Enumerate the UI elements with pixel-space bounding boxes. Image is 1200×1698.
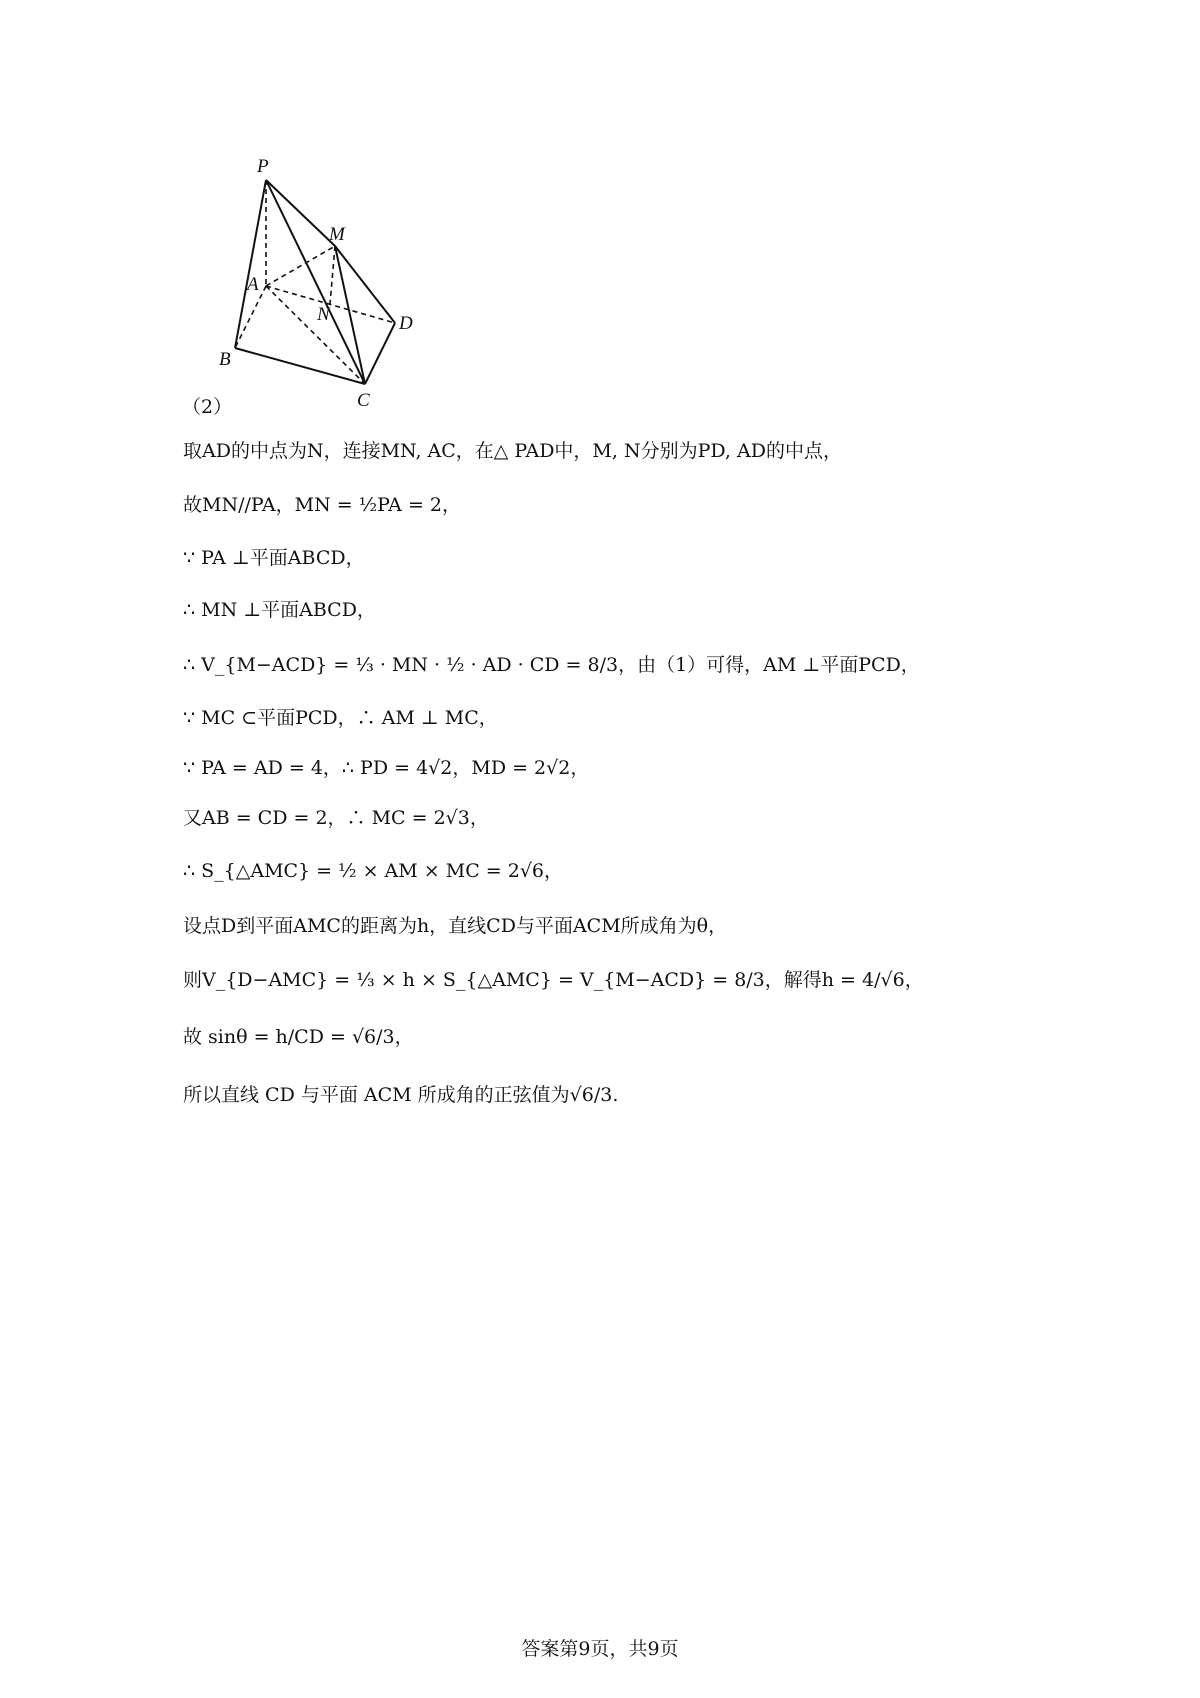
label-M: M	[329, 224, 345, 245]
label-D: D	[399, 313, 413, 334]
edge-PM	[266, 180, 335, 246]
solution-line-8: 又AB = CD = 2，∴ MC = 2√3，	[183, 807, 489, 829]
solution-line-10: 设点D到平面AMC的距离为h，直线CD与平面ACM所成角为θ，	[183, 915, 728, 937]
edge-DC	[365, 323, 395, 384]
solution-line-7: ∵ PA = AD = 4，∴ PD = 4√2，MD = 2√2，	[183, 757, 590, 779]
label-P: P	[257, 156, 269, 177]
pyramid-diagram	[219, 148, 475, 418]
label-B: B	[219, 349, 231, 370]
solution-line-11: 则V_{D−AMC} = ⅓ × h × S_{△AMC} = V_{M−ACD} = 8/3，解得h = 4/√6，	[183, 969, 924, 991]
part-label: （2）	[182, 396, 233, 418]
edge-AB	[235, 286, 266, 348]
solution-line-2: 故MN//PA，MN = ½PA = 2，	[183, 494, 461, 516]
solution-line-5: ∴ V_{M−ACD} = ⅓ · MN · ½ · AD · CD = 8/3，由（1）可得，AM ⊥平面PCD，	[183, 654, 920, 676]
label-C: C	[357, 390, 370, 411]
edge-PB	[235, 180, 266, 348]
label-A: A	[247, 274, 259, 295]
solution-line-3: ∵ PA ⊥平面ABCD，	[183, 547, 365, 569]
solution-line-13: 所以直线 CD 与平面 ACM 所成角的正弦值为√6/3.	[183, 1084, 619, 1106]
solution-line-1: 取AD的中点为N，连接MN, AC，在△ PAD中，M, N分别为PD, AD的中点，	[183, 440, 842, 462]
label-N: N	[317, 304, 330, 325]
solution-line-4: ∴ MN ⊥平面ABCD，	[183, 599, 376, 621]
edge-BC	[235, 348, 365, 384]
pyramid-figure	[219, 148, 475, 418]
edge-PC	[266, 180, 365, 384]
solution-line-6: ∵ MC ⊂平面PCD，∴ AM ⊥ MC，	[183, 707, 498, 729]
solution-line-9: ∴ S_{△AMC} = ½ × AM × MC = 2√6，	[183, 860, 564, 882]
page-footer: 答案第9页，共9页	[521, 1638, 679, 1660]
edge-MN	[330, 246, 335, 304]
solution-line-12: 故 sinθ = h/CD = √6/3，	[183, 1026, 414, 1048]
